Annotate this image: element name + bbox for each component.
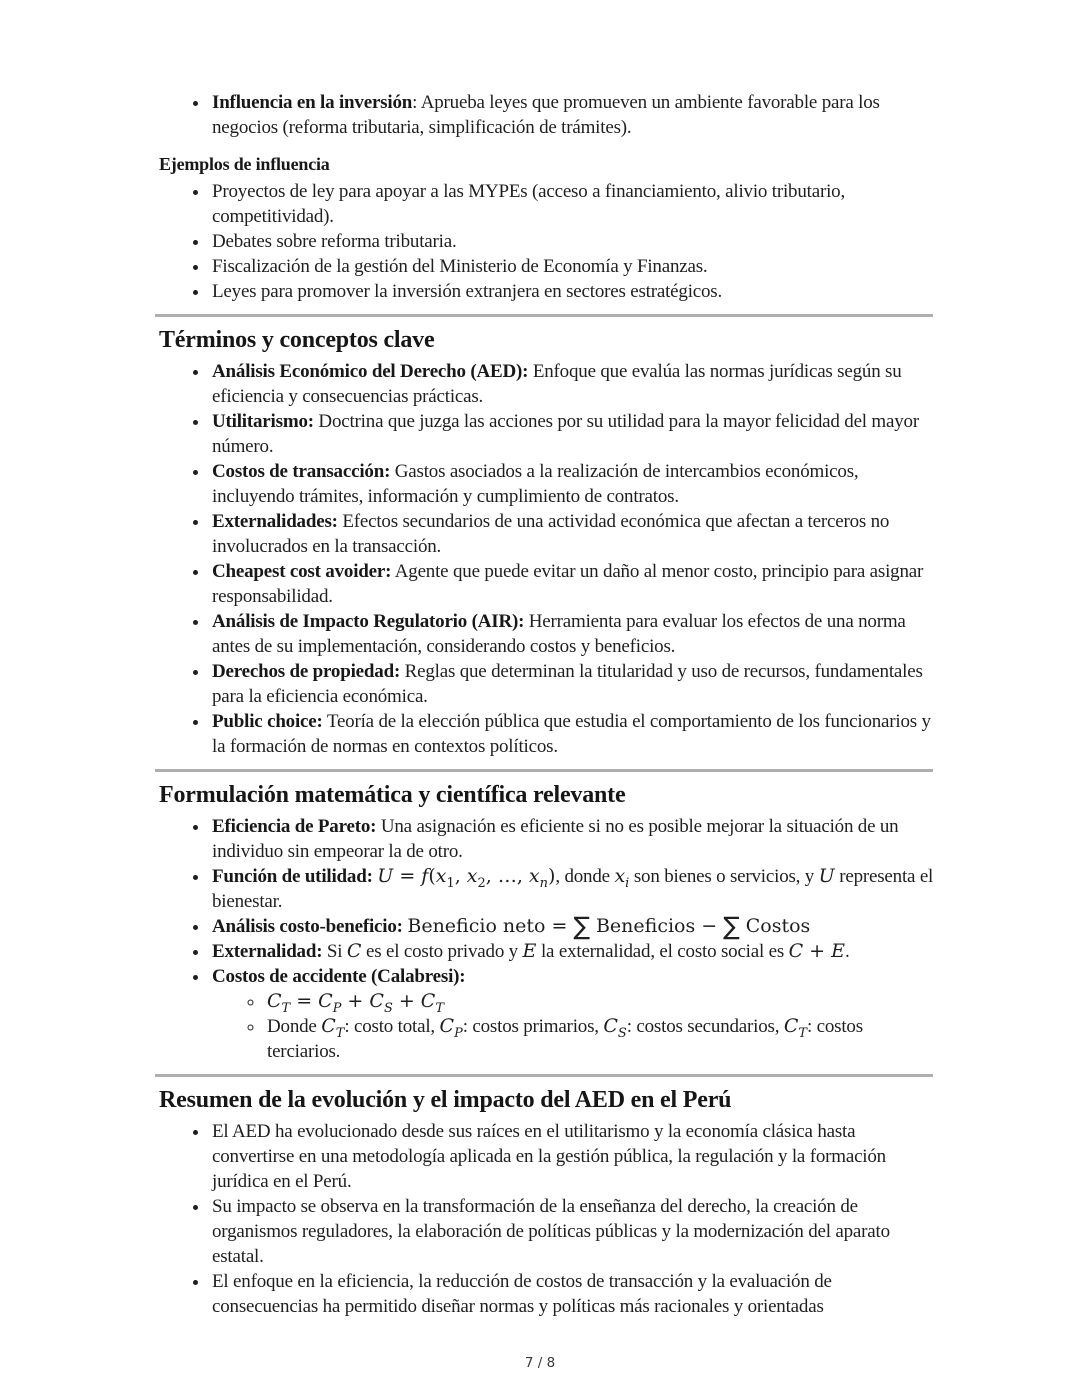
bullet-text: Fiscalización de la gestión del Ministerio de Economía y Finanzas. [212,256,708,277]
bullet-term: Influencia en la inversión [212,92,413,113]
bullet-term: Costos de transacción: [212,461,391,482]
bullet-text: Leyes para promover la inversión extranjera en sectores estratégicos. [212,281,723,302]
formulacion-list [159,814,937,1064]
list-item [210,254,937,279]
ejemplos-list [159,179,937,304]
bullet-text: Doctrina que juzga las acciones por su utilidad para la mayor felicidad del mayor número. [212,411,919,457]
subsection-heading-ejemplos: Ejemplos de influencia [159,154,330,174]
list-item [210,509,937,559]
bullet-term: Cheapest cost avoider: [212,561,392,582]
bullet-term: Public choice: [212,711,323,732]
sub-list-item-formula: ◦ Donde $C_T$: costo total, $C_P$: costos primarios, $C_S$: costos secundarios, $C_T$: costos terciarios. [265,1014,937,1064]
section-divider [155,314,933,317]
bullet-text: Herramienta para evaluar los efectos de una norma antes de su implementación, considerando costos y beneficios. [212,611,906,657]
list-item [210,409,937,459]
list-item [210,609,937,659]
section-divider [155,1074,933,1077]
list-item [210,359,937,409]
sub-list-item-formula: ◦ $C_T = C_P + C_S + C_T$ [265,989,937,1014]
bullet-text: Enfoque que evalúa las normas jurídicas según su eficiencia y consecuencias prácticas. [212,361,902,407]
section-heading-resumen: Resumen de la evolución y el impacto del AED en el Perú [159,1087,732,1113]
list-item [210,279,937,304]
bullet-term: Externalidades: [212,511,338,532]
bullet-text: El enfoque en la eficiencia, la reducción de costos de transacción y la evaluación de consecuencias ha permitido diseñar normas y políticas más racionales y orientadas [212,1271,832,1317]
bullet-term: Análisis Económico del Derecho (AED): [212,361,529,382]
bullet-text: Debates sobre reforma tributaria. [212,231,457,252]
list-item [210,90,937,140]
list-item [210,814,937,864]
list-item-formula: • Externalidad: Si C es el costo privado y E la externalidad, el costo social es C + E. [210,939,937,964]
bullet-text: Efectos secundarios de una actividad económica que afectan a terceros no involucrados en la transacción. [212,511,890,557]
list-item [210,179,937,229]
page-content [159,90,937,1319]
calabresi-sublist [212,989,937,1064]
bullet-text: El AED ha evolucionado desde sus raíces en el utilitarismo y la economía clásica hasta convertirse en una metodología aplicada en la gestión pública, la regulación y la formación jurídica en el Perú. [212,1121,886,1192]
list-item [210,559,937,609]
bullet-text: Reglas que determinan la titularidad y uso de recursos, fundamentales para la eficiencia económica. [212,661,923,707]
list-item [210,1194,937,1269]
list-item [210,459,937,509]
bullet-text: Gastos asociados a la realización de intercambios económicos, incluyendo trámites, información y cumplimiento de contratos. [212,461,859,507]
bullet-text: Su impacto se observa en la transformación de la enseñanza del derecho, la creación de organismos reguladores, la elaboración de políticas públicas y la modernización del aparato estatal. [212,1196,890,1267]
bullet-text: Proyectos de ley para apoyar a las MYPEs (acceso a financiamiento, alivio tributario, competitividad). [212,181,845,227]
bullet-term: Utilitarismo: [212,411,314,432]
intro-list [159,90,937,140]
list-item [210,659,937,709]
list-item [210,1119,937,1194]
bullet-term: Eficiencia de Pareto: [212,816,377,837]
bullet-text: Una asignación es eficiente si no es posible mejorar la situación de un individuo sin empeorar la de otro. [212,816,899,862]
terminos-list [159,359,937,759]
section-heading-formulacion: Formulación matemática y científica relevante [159,782,626,808]
bullet-text: : Aprueba leyes que promueven un ambiente favorable para los negocios (reforma tributaria, simplificación de trámites). [212,92,880,138]
section-heading-terminos: Términos y conceptos clave [159,327,435,353]
bullet-text: Agente que puede evitar un daño al menor costo, principio para asignar responsabilidad. [212,561,924,607]
section-divider [155,769,933,772]
list-item [210,1269,937,1319]
list-item [210,229,937,254]
bullet-term: Derechos de propiedad: [212,661,401,682]
list-item [210,709,937,759]
list-item-formula: • Función de utilidad: $U = f(x_1$, $x_2$, …, $x_n$), donde $x_i$ son bienes o servicios, y U representa el bienestar. [210,864,937,914]
page-number: 7 / 8 [524,1355,556,1371]
list-item [210,964,937,1064]
bullet-text: Teoría de la elección pública que estudia el comportamiento de los funcionarios y la formación de normas en contextos políticos. [212,711,931,757]
resumen-list [159,1119,937,1319]
bullet-term: Costos de accidente (Calabresi): [212,966,466,987]
list-item-formula: • Análisis costo-beneficio: Beneficio neto = ∑ Beneficios − ∑ Costos [210,914,937,939]
bullet-term: Análisis de Impacto Regulatorio (AIR): [212,611,525,632]
